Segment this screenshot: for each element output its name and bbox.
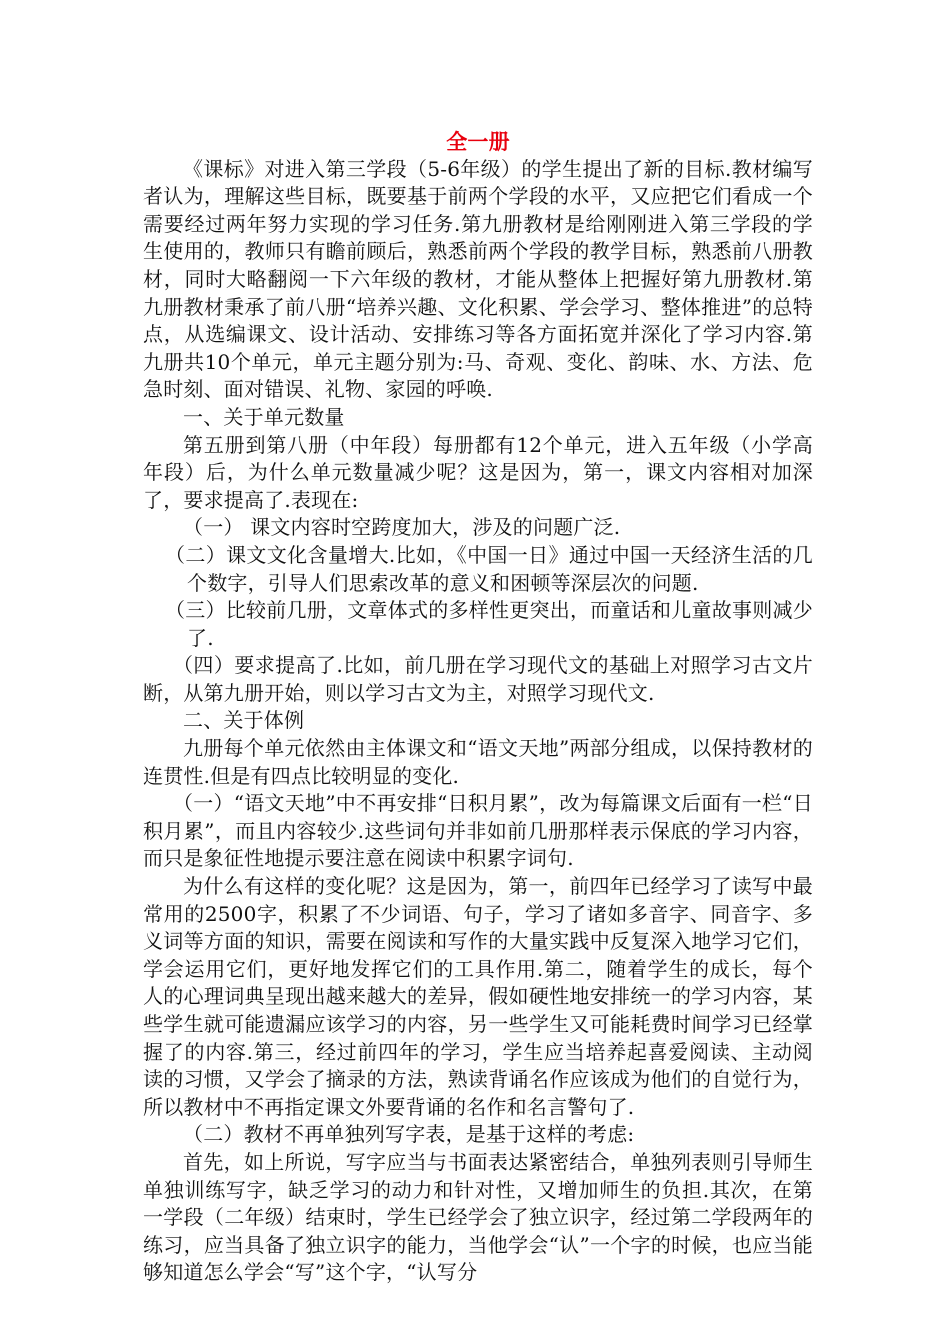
document-title: 全一册 <box>446 129 510 154</box>
list-item-3: （三）比较前几册，文章体式的多样性更突出，而童话和儿童故事则减少了. <box>165 598 813 650</box>
list-item-1: （一） 课文内容时空跨度加大，涉及的问题广泛. <box>183 515 621 540</box>
section-heading-unit-count: 一、关于单元数量 <box>183 404 345 429</box>
list-item-2: （二）课文文化含量增大.比如，《中国一日》通过中国一天经济生活的几个数字，引导人们思索改革的意义和困顿等深层次的问题. <box>165 542 813 595</box>
paragraph-writing: 首先，如上所说，写字应当与书面表达紧密结合，单独列表则引导师生单独训练写字，缺乏学习的动力和针对性，又增加师生的负担.其次，在第一学段（二年级）结束时，学生已经学会了独立识字，经过第二学段两年的练习，应当具备了独立识字的能力，当他学会“认”一个字的时候，也应当能够知道怎么学会“写”这个字，“认写分 <box>143 1149 813 1285</box>
paragraph-change-1: （一）“语文天地”中不再安排“日积月累”，改为每篇课文后面有一栏“日积月累”，而且内容较少.这些词句并非如前几册那样表示保底的学习内容，而只是象征性地提示要注意在阅读中积累字词句. <box>143 791 813 871</box>
paragraph-intro: 《课标》对进入第三学段（5-6年级）的学生提出了新的目标.教材编写者认为，理解这些目标，既要基于前两个学段的水平，又应把它们看成一个需要经过两年努力实现的学习任务.第九册教材是给刚刚进入第三学段的学生使用的，教师只有瞻前顾后，熟悉前两个学段的教学目标，熟悉前八册教材，同时大略翻阅一下六年级的教材，才能从整体上把握好第九册教材.第九册教材秉承了前八册“培养兴趣、文化积累、学会学习、整体推进”的总特点，从选编课文、设计活动、安排练习等各方面拓宽并深化了学习内容.第九册共10个单元，单元主题分别为:马、奇观、变化、韵味、水、方法、危急时刻、面对错误、礼物、家园的呼唤. <box>143 156 813 402</box>
paragraph-format: 九册每个单元依然由主体课文和“语文天地”两部分组成，以保持教材的连贯性.但是有四点比较明显的变化. <box>143 736 813 788</box>
document-body <box>143 128 813 1287</box>
paragraph-reason: 为什么有这样的变化呢？这是因为，第一，前四年已经学习了读写中最常用的2500字，积累了不少词语、句子，学习了诸如多音字、同音字、多义词等方面的知识，需要在阅读和写作的大量实践中反复深入地学习它们，学会运用它们，更好地发挥它们的工具作用.第二，随着学生的成长，每个人的心理词典呈现出越来越大的差异，假如硬性地安排统一的学习内容，某些学生就可能遗漏应该学习的内容，另一些学生又可能耗费时间学习已经掌握了的内容.第三，经过前四年的学习，学生应当培养起喜爱阅读、主动阅读的习惯，又学会了摘录的方法，熟读背诵名作应该成为他们的自觉行为，所以教材中不再指定课文外要背诵的名作和名言警句了. <box>143 874 813 1119</box>
section-heading-format: 二、关于体例 <box>183 708 305 733</box>
paragraph-change-2: （二）教材不再单独列写字表，是基于这样的考虑: <box>183 1122 635 1147</box>
paragraph-unit-count: 第五册到第八册（中年段）每册都有12个单元，进入五年级（小学高年段）后，为什么单元数量减少呢？这是因为，第一，课文内容相对加深了，要求提高了.表现在: <box>143 432 813 512</box>
list-item-4: （四）要求提高了.比如，前几册在学习现代文的基础上对照学习古文片断，从第九册开始，则以学习古文为主，对照学习现代文. <box>143 653 813 705</box>
